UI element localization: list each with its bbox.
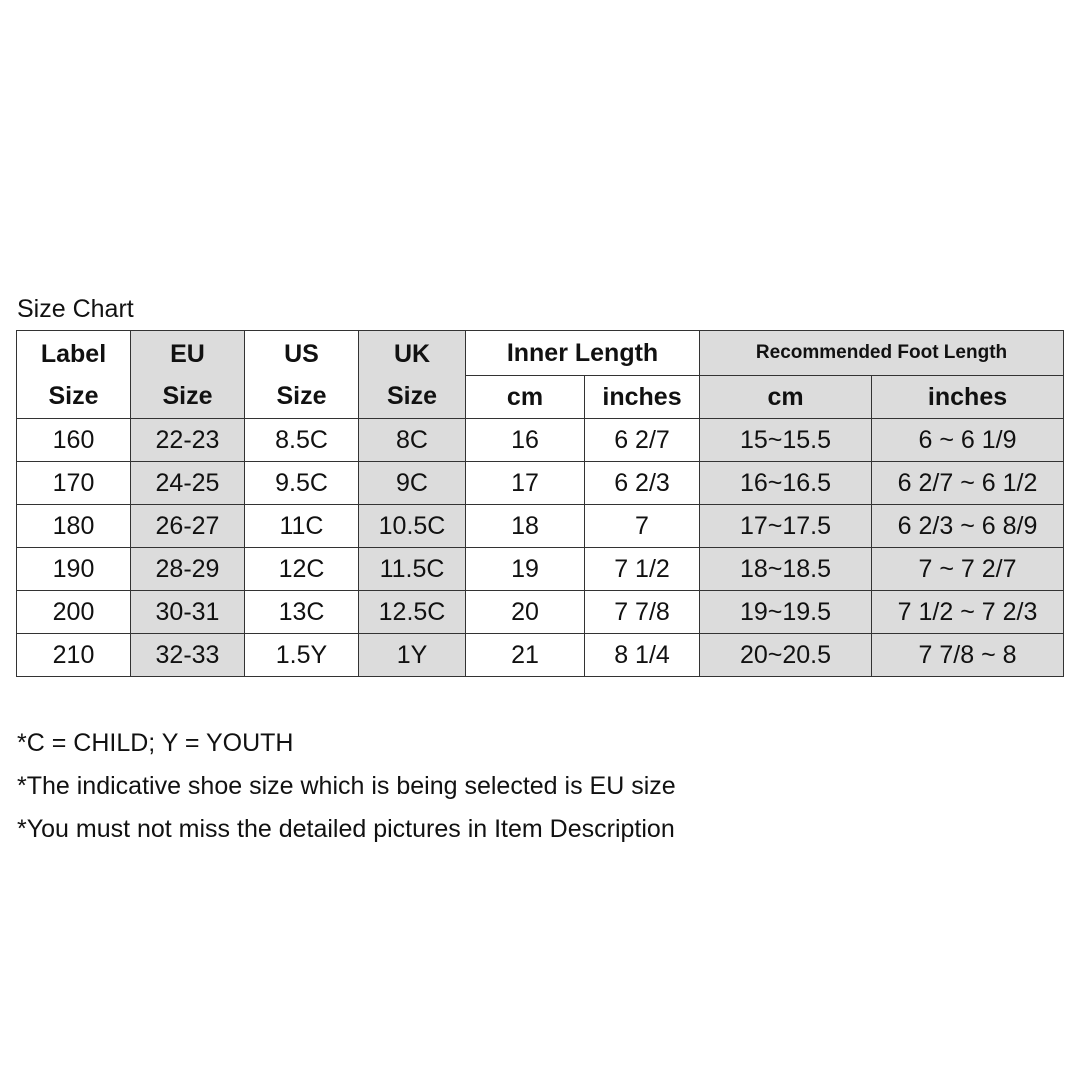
cell-us-size: 8.5C bbox=[245, 419, 359, 462]
cell-eu-size: 30-31 bbox=[131, 591, 245, 634]
cell-us-size: 12C bbox=[245, 548, 359, 591]
cell-foot-inches: 7 ~ 7 2/7 bbox=[872, 548, 1064, 591]
cell-inner-cm: 17 bbox=[466, 462, 585, 505]
cell-uk-size: 9C bbox=[359, 462, 466, 505]
cell-inner-cm: 21 bbox=[466, 634, 585, 677]
table-row bbox=[17, 462, 1064, 505]
header-foot-inches: inches bbox=[872, 376, 1064, 419]
cell-label-size: 160 bbox=[17, 419, 131, 462]
cell-inner-cm: 20 bbox=[466, 591, 585, 634]
cell-label-size: 190 bbox=[17, 548, 131, 591]
header-eu-size bbox=[131, 331, 245, 419]
cell-uk-size: 11.5C bbox=[359, 548, 466, 591]
cell-label-size: 180 bbox=[17, 505, 131, 548]
header-uk-line2: Size bbox=[386, 381, 438, 410]
note-item-description: *You must not miss the detailed pictures in Item Description bbox=[17, 815, 675, 843]
cell-foot-inches: 7 7/8 ~ 8 bbox=[872, 634, 1064, 677]
header-row-1 bbox=[17, 331, 1064, 376]
header-us-line2: Size bbox=[276, 381, 327, 410]
cell-inner-inches: 7 bbox=[585, 505, 700, 548]
table-row bbox=[17, 634, 1064, 677]
header-label-size bbox=[17, 331, 131, 419]
header-recommended-foot-length: Recommended Foot Length bbox=[700, 331, 1064, 376]
cell-foot-cm: 15~15.5 bbox=[700, 419, 872, 462]
cell-inner-inches: 8 1/4 bbox=[585, 634, 700, 677]
header-inner-cm: cm bbox=[466, 376, 585, 419]
cell-inner-cm: 16 bbox=[466, 419, 585, 462]
cell-inner-inches: 6 2/7 bbox=[585, 419, 700, 462]
header-us-line1: US bbox=[284, 339, 319, 368]
cell-foot-inches: 6 2/7 ~ 6 1/2 bbox=[872, 462, 1064, 505]
header-inner-inches: inches bbox=[585, 376, 700, 419]
chart-title: Size Chart bbox=[17, 295, 134, 323]
note-size-codes: *C = CHILD; Y = YOUTH bbox=[17, 729, 294, 757]
header-label-line1: Label bbox=[40, 339, 107, 368]
cell-label-size: 200 bbox=[17, 591, 131, 634]
cell-us-size: 1.5Y bbox=[245, 634, 359, 677]
cell-inner-cm: 18 bbox=[466, 505, 585, 548]
header-uk-line1: UK bbox=[393, 339, 431, 368]
cell-uk-size: 1Y bbox=[359, 634, 466, 677]
cell-eu-size: 28-29 bbox=[131, 548, 245, 591]
header-eu-line2: Size bbox=[162, 381, 213, 410]
cell-inner-cm: 19 bbox=[466, 548, 585, 591]
table-row bbox=[17, 591, 1064, 634]
cell-foot-cm: 17~17.5 bbox=[700, 505, 872, 548]
cell-foot-cm: 16~16.5 bbox=[700, 462, 872, 505]
table-row bbox=[17, 548, 1064, 591]
cell-uk-size: 12.5C bbox=[359, 591, 466, 634]
cell-us-size: 9.5C bbox=[245, 462, 359, 505]
cell-inner-inches: 7 1/2 bbox=[585, 548, 700, 591]
cell-label-size: 210 bbox=[17, 634, 131, 677]
size-table bbox=[16, 330, 1064, 677]
cell-inner-inches: 6 2/3 bbox=[585, 462, 700, 505]
cell-eu-size: 32-33 bbox=[131, 634, 245, 677]
cell-foot-cm: 20~20.5 bbox=[700, 634, 872, 677]
cell-us-size: 13C bbox=[245, 591, 359, 634]
cell-eu-size: 22-23 bbox=[131, 419, 245, 462]
cell-foot-inches: 6 2/3 ~ 6 8/9 bbox=[872, 505, 1064, 548]
table-row bbox=[17, 419, 1064, 462]
cell-uk-size: 8C bbox=[359, 419, 466, 462]
header-label-line2: Size bbox=[48, 381, 99, 410]
notes bbox=[17, 722, 676, 851]
size-table-body bbox=[17, 331, 1064, 677]
header-us-size bbox=[245, 331, 359, 419]
header-inner-length: Inner Length bbox=[466, 331, 700, 376]
cell-eu-size: 26-27 bbox=[131, 505, 245, 548]
cell-foot-inches: 7 1/2 ~ 7 2/3 bbox=[872, 591, 1064, 634]
header-uk-size bbox=[359, 331, 466, 419]
cell-label-size: 170 bbox=[17, 462, 131, 505]
cell-inner-inches: 7 7/8 bbox=[585, 591, 700, 634]
table-row bbox=[17, 505, 1064, 548]
cell-uk-size: 10.5C bbox=[359, 505, 466, 548]
cell-foot-cm: 18~18.5 bbox=[700, 548, 872, 591]
header-foot-cm: cm bbox=[700, 376, 872, 419]
cell-eu-size: 24-25 bbox=[131, 462, 245, 505]
cell-us-size: 11C bbox=[245, 505, 359, 548]
note-eu-size: *The indicative shoe size which is being selected is EU size bbox=[17, 772, 676, 800]
cell-foot-cm: 19~19.5 bbox=[700, 591, 872, 634]
cell-foot-inches: 6 ~ 6 1/9 bbox=[872, 419, 1064, 462]
header-eu-line1: EU bbox=[170, 339, 205, 368]
